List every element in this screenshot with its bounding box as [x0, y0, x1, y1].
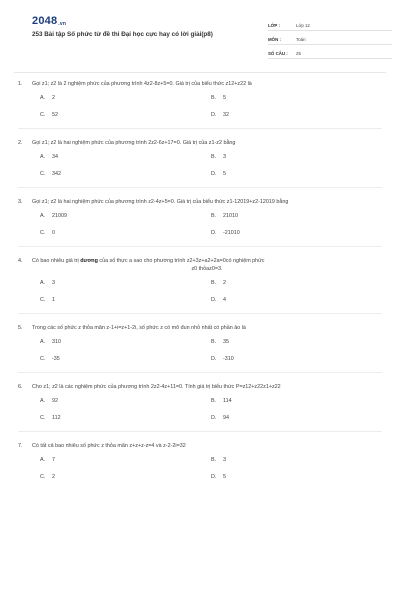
option-value: 2 — [52, 474, 55, 480]
option-letter: D. — [211, 230, 217, 236]
option-value: 2 — [52, 95, 55, 101]
question-number: 1. — [18, 81, 23, 87]
meta-value: Toán — [296, 37, 306, 42]
question-number: 5. — [18, 325, 23, 331]
option-c[interactable] — [40, 474, 211, 480]
question-number: 6. — [18, 384, 23, 390]
option-b[interactable] — [211, 398, 382, 404]
option-d[interactable] — [211, 474, 382, 480]
option-value: 342 — [52, 171, 61, 177]
option-a[interactable] — [40, 154, 211, 160]
option-value: -310 — [223, 356, 234, 362]
option-value: 3 — [223, 457, 226, 463]
option-letter: C. — [40, 474, 46, 480]
option-letter: B. — [211, 398, 217, 404]
question-text — [18, 442, 382, 450]
question-3 — [18, 198, 382, 247]
question-text — [18, 139, 382, 147]
question-number: 4. — [18, 258, 23, 264]
meta-row-count — [268, 45, 392, 59]
option-value: -21010 — [223, 230, 240, 236]
option-b[interactable] — [211, 280, 382, 286]
question-text — [18, 257, 382, 273]
option-value: 32 — [223, 112, 229, 118]
option-value: 5 — [223, 171, 226, 177]
option-letter: D. — [211, 415, 217, 421]
answer-options — [18, 154, 382, 188]
option-letter: C. — [40, 356, 46, 362]
meta-row-class — [268, 17, 392, 31]
meta-label: MÔN : — [268, 37, 281, 42]
option-a[interactable] — [40, 457, 211, 463]
question-number: 3. — [18, 199, 23, 205]
option-b[interactable] — [211, 457, 382, 463]
option-a[interactable] — [40, 280, 211, 286]
answer-options — [18, 280, 382, 314]
logo-text: 2048 — [32, 15, 58, 27]
option-value: 1 — [52, 297, 55, 303]
question-text-line2: z0 thỏaz0=3. — [191, 266, 223, 272]
logo-suffix: .vn — [58, 21, 67, 27]
option-letter: B. — [211, 339, 217, 345]
option-letter: A. — [40, 213, 46, 219]
option-b[interactable] — [211, 95, 382, 101]
option-letter: D. — [211, 356, 217, 362]
option-letter: B. — [211, 280, 217, 286]
option-a[interactable] — [40, 95, 211, 101]
option-value: 4 — [223, 297, 226, 303]
option-letter: A. — [40, 457, 46, 463]
answer-options — [18, 339, 382, 373]
option-value: 94 — [223, 415, 229, 421]
option-letter: C. — [40, 171, 46, 177]
option-d[interactable] — [211, 112, 382, 118]
question-7 — [18, 442, 382, 490]
option-value: 5 — [223, 95, 226, 101]
question-2 — [18, 139, 382, 188]
option-value: 2 — [223, 280, 226, 286]
option-value: 7 — [52, 457, 55, 463]
option-b[interactable] — [211, 339, 382, 345]
question-body — [32, 257, 382, 273]
option-d[interactable] — [211, 356, 382, 362]
option-value: 21010 — [223, 213, 238, 219]
option-value: 0 — [52, 230, 55, 236]
site-logo[interactable] — [32, 15, 66, 27]
option-letter: A. — [40, 280, 46, 286]
document-title: 253 Bài tập Số phức từ đề thi Đại học cực hay có lời giải(p8) — [32, 31, 213, 38]
meta-value: Lớp 12 — [296, 23, 310, 28]
option-letter: D. — [211, 297, 217, 303]
question-text — [18, 198, 382, 206]
option-letter: C. — [40, 297, 46, 303]
option-c[interactable] — [40, 171, 211, 177]
answer-options — [18, 213, 382, 247]
option-c[interactable] — [40, 415, 211, 421]
option-letter: A. — [40, 398, 46, 404]
question-list — [18, 80, 382, 500]
option-letter: D. — [211, 474, 217, 480]
question-number: 2. — [18, 140, 23, 146]
option-value: 310 — [52, 339, 61, 345]
question-body: Gọi z1; z2 là 2 nghiệm phức của phương trình 4z2-8z+5=0. Giá trị của biểu thức z12+z22 là — [32, 81, 252, 87]
meta-value: 25 — [296, 51, 301, 56]
option-letter: A. — [40, 154, 46, 160]
header-divider — [14, 72, 386, 73]
question-6 — [18, 383, 382, 432]
meta-label: SỐ CÂU : — [268, 51, 288, 56]
option-value: 34 — [52, 154, 58, 160]
option-letter: A. — [40, 95, 46, 101]
option-value: 5 — [223, 474, 226, 480]
option-letter: D. — [211, 171, 217, 177]
option-d[interactable] — [211, 171, 382, 177]
option-c[interactable] — [40, 230, 211, 236]
answer-options — [18, 398, 382, 432]
option-letter: B. — [211, 95, 217, 101]
option-value: 92 — [52, 398, 58, 404]
option-d[interactable] — [211, 230, 382, 236]
option-a[interactable] — [40, 339, 211, 345]
option-value: 21009 — [52, 213, 67, 219]
meta-row-subject — [268, 31, 392, 45]
option-value: 35 — [223, 339, 229, 345]
question-body: Có tất cả bao nhiêu số phức z thỏa mãn z+z+z-z=4 và z-2-2i=32 — [32, 443, 186, 449]
option-value: 52 — [52, 112, 58, 118]
option-value: 3 — [223, 154, 226, 160]
question-text-before: Có bao nhiêu giá trị — [32, 258, 81, 264]
option-b[interactable] — [211, 154, 382, 160]
question-body: Trong các số phức z thỏa mãn z-1+i=z+1-2i, số phức z có mô đun nhỏ nhất có phần ảo là — [32, 325, 246, 331]
question-5 — [18, 324, 382, 373]
option-b[interactable] — [211, 213, 382, 219]
option-letter: B. — [211, 213, 217, 219]
question-text — [18, 80, 382, 88]
question-text — [18, 324, 382, 332]
option-value: 3 — [52, 280, 55, 286]
option-value: -35 — [52, 356, 60, 362]
option-a[interactable] — [40, 398, 211, 404]
document-meta — [268, 17, 392, 59]
question-number: 7. — [18, 443, 23, 449]
answer-options — [18, 95, 382, 129]
option-value: 114 — [223, 398, 232, 404]
option-c[interactable] — [40, 112, 211, 118]
option-d[interactable] — [211, 297, 382, 303]
option-letter: C. — [40, 112, 46, 118]
option-letter: A. — [40, 339, 46, 345]
option-value: 112 — [52, 415, 61, 421]
option-a[interactable] — [40, 213, 211, 219]
option-d[interactable] — [211, 415, 382, 421]
question-text — [18, 383, 382, 391]
option-letter: C. — [40, 415, 46, 421]
meta-label: LỚP : — [268, 23, 280, 28]
question-4 — [18, 257, 382, 314]
option-letter: B. — [211, 154, 217, 160]
question-1 — [18, 80, 382, 129]
document-header — [14, 0, 386, 68]
option-c[interactable] — [40, 297, 211, 303]
question-body: Gọi z1; z2 là hai nghiệm phức của phương trình 2z2-6z+17=0. Giá trị của z1-z2 bằng — [32, 140, 236, 146]
answer-options — [18, 457, 382, 490]
question-body: Cho z1; z2 là các nghiệm phức của phương trình 2z2-4z+11=0. Tính giá trị biểu thức P=z12+z22z1+z22 — [32, 384, 281, 390]
option-letter: C. — [40, 230, 46, 236]
question-text-after: của số thực a sao cho phương trình z2+3z+a2+2a=0có nghiệm phức — [97, 258, 265, 264]
option-letter: B. — [211, 457, 217, 463]
question-body: Gọi z1; z2 là hai nghiệm phức của phương trình z2-4z+5=0. Giá trị của biểu thức z1-12019+z2-12019 bằng — [32, 199, 289, 205]
option-letter: D. — [211, 112, 217, 118]
option-c[interactable] — [40, 356, 211, 362]
question-text-bold: dương — [80, 258, 98, 264]
